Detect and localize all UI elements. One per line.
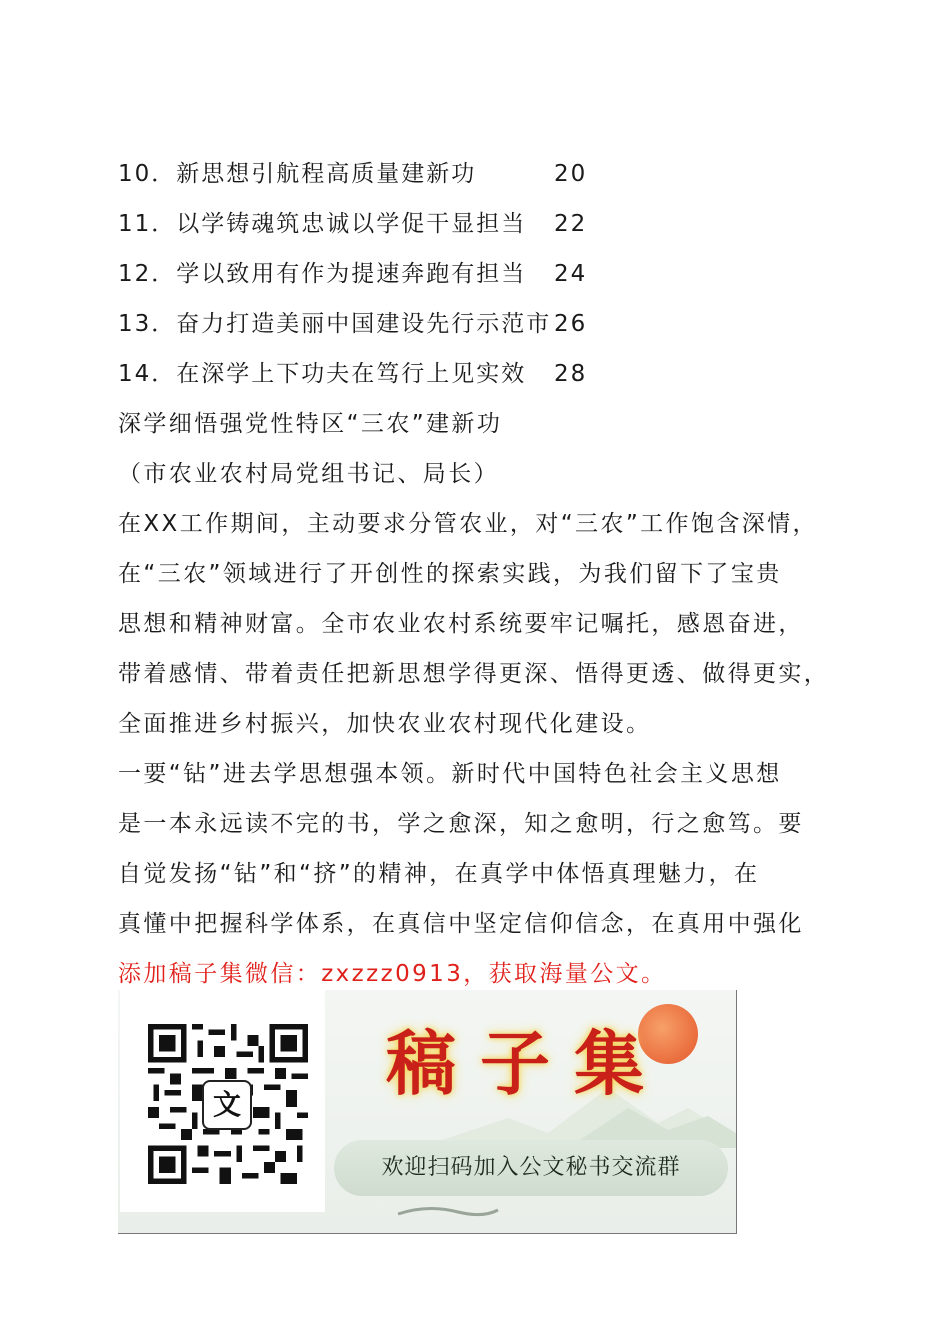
article-author: （市农业农村局党组书记、局长）	[118, 461, 499, 487]
table-of-contents	[118, 152, 838, 402]
paragraph-line: 带着感情、带着责任把新思想学得更深、悟得更透、做得更实，	[118, 661, 830, 687]
paragraph-line: 真懂中把握科学体系，在真信中坚定信仰信念，在真用中强化	[118, 911, 804, 937]
toc-entry	[118, 352, 838, 402]
qr-code-panel	[120, 990, 325, 1212]
paragraph-2	[118, 752, 848, 952]
paragraph-line: 自觉发扬“钻”和“挤”的精神，在真学中体悟真理魅力，在	[118, 861, 760, 887]
toc-entry-page: 22	[554, 211, 588, 237]
article-title: 深学细悟强党性特区“三农”建新功	[118, 411, 503, 437]
toc-entry-page: 28	[554, 361, 588, 387]
paragraph-line: 一要“钻”进去学思想强本领。新时代中国特色社会主义思想	[118, 761, 782, 787]
toc-entry	[118, 152, 838, 202]
toc-entry-title: 12．学以致用有作为提速奔跑有担当	[118, 261, 527, 287]
toc-entry-page: 24	[554, 261, 588, 287]
paragraph-line: 在XX工作期间，主动要求分管农业，对“三农”工作饱含深情，	[118, 511, 818, 537]
toc-entry	[118, 252, 838, 302]
article	[118, 402, 848, 1002]
toc-entry-title: 10．新思想引航程高质量建新功	[118, 161, 477, 187]
promo-banner-text: 欢迎扫码加入公文秘书交流群	[334, 1140, 728, 1196]
paragraph-line: 是一本永远读不完的书，学之愈深，知之愈明，行之愈笃。要	[118, 811, 804, 837]
toc-entry-title: 14．在深学上下功夫在笃行上见实效	[118, 361, 527, 387]
toc-entry-title: 11．以学铸魂筑忠诚以学促干显担当	[118, 211, 527, 237]
toc-entry	[118, 302, 838, 352]
toc-entry-title: 13．奋力打造美丽中国建设先行示范市	[118, 311, 552, 337]
paragraph-line: 全面推进乡村振兴，加快农业农村现代化建设。	[118, 711, 652, 737]
toc-entry-page: 20	[554, 161, 588, 187]
brand-logo: 稿子集	[386, 1022, 668, 1105]
ink-decoration-icon	[388, 1196, 508, 1226]
paragraph-1	[118, 502, 848, 752]
toc-entry	[118, 202, 838, 252]
toc-entry-page: 26	[554, 311, 588, 337]
paragraph-line: 思想和精神财富。全市农业农村系统要牢记嘱托，感恩奋进，	[118, 611, 804, 637]
qr-logo-icon: 文	[204, 1082, 250, 1128]
paragraph-line: 在“三农”领域进行了开创性的探索实践，为我们留下了宝贵	[118, 561, 782, 587]
promo-text: 添加稿子集微信：zxzzz0913，获取海量公文。	[118, 961, 667, 987]
promo-banner-image	[118, 990, 737, 1234]
